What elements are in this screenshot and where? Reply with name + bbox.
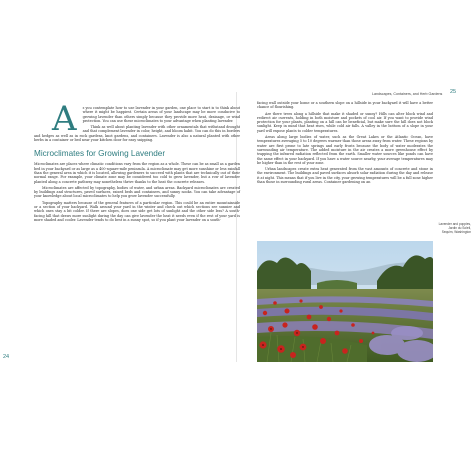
paragraph: Microclimates are places where climatic conditions vary from the region as a whole. These can be as small as a garden bed in your backyard or as large as a 400-square-mile peninsula. A microclimate may get more sunshine or less rainfall than the general area in which it is located, allowing gardeners to succeed with plants that are technically out of their normal range. For example, your climate zone may be considered too cold to grow lavender, but a row of lavender planted along a concrete pathway may nonetheless thrive thanks to the heat the concrete releases.	[34, 162, 240, 184]
page-number-left: 24	[3, 354, 10, 360]
photo-illustration	[257, 241, 433, 362]
paragraph: s you contemplate how to use lavender in your garden, one place to start is to think about where it might be happiest. Certain areas of your landscape may be more conducive to growing lavender than others simply because they provide more heat, drainage, or wind protection. You can use these microclimates to your advantage when planting lavender.	[82, 106, 240, 123]
section-heading: Microclimates for Growing Lavender	[34, 149, 166, 159]
left-page	[34, 92, 240, 224]
paragraph: Microclimates are affected by topography, bodies of water, and urban areas. Backyard microclimates are created by buildings and structures, paved surfaces, raised beds and containers, and sunny nooks. You can take advantage of your knowledge about local microclimates to help you grow lavender successfully.	[34, 185, 240, 199]
paragraph: facing wall outside your home or a southern slope on a hillside in your backyard it will have a better chance of flourishing.	[257, 101, 433, 110]
paragraph: Areas along large bodies of water, such as the Great Lakes or the Atlantic Ocean, have temperatures averaging 5 to 10 degrees warmer than those areas away from water. These regions by water are first prone to late springs and early frosts because the body of water moderates the surrounding air temperature. The added moisture in the air creates a more greenhouse effect by trapping the infrared radiation reflected from the earth. Smaller water sources like ponds can have the same effect in your backyard. If you have a water source nearby, your average temperatures may be higher than in the rest of your zone.	[257, 135, 433, 165]
paragraph: Urban landscapes create extra heat generated from the vast amounts of concrete and stone in the environment. The buildings and paved surfaces absorb solar radiation during the day and release it at night. This means that if you live in the city, your growing temperatures will be a full zone higher than those in surrounding rural areas. Container gardening on an	[257, 167, 433, 185]
lavender-poppy-photo	[257, 241, 433, 362]
right-page-text	[257, 101, 433, 186]
photo-caption: Lavender and poppies, Jardin du Soleil, Sequim, Washington	[438, 222, 471, 234]
paragraph: Topography matters because of the general features of a particular region. This could be an entire mountainside or a section of your backyard. Walk around your yard in the winter and check out which sections see sunnier and which ones stay a bit colder. If there are slopes, does one side get lots of sunlight and the other side less? A south-facing hill that draws more sunlight during the day can give lavender the heat it needs even if the rest of your yard is more shaded and cooler. Lavender tends to do best in a sunny spot, so if you plant your lavender on a south-	[34, 200, 240, 222]
running-head: Landscapes, Containers, and Herb Gardens	[372, 92, 443, 96]
drop-cap: A	[52, 99, 77, 139]
page-number-right: 25	[450, 89, 457, 95]
paragraph: Are there trees along a hillside that make it shaded or sunny? Hills can alter block wind and redirect air currents, holding in both moisture and pockets of cool air. If you want to provide wind protection for your plants, planting on a hill can be beneficial, but make sure the hill does not block sunlight. Keep in mind that heat rises, while cold air falls. A valley in the bottom of a slope in your yard will expose plants to colder temperatures.	[257, 111, 433, 133]
paragraph: Think as well about planting lavender with other ornamentals that withstand drought and that complement lavender in color, height, and bloom habit. You can do this in borders and hedges as well as in rock gardens, knot gardens, and containers. Lavender is also a natural planted with other herbs in a container or bed near your kitchen door for easy snipping.	[34, 125, 240, 143]
